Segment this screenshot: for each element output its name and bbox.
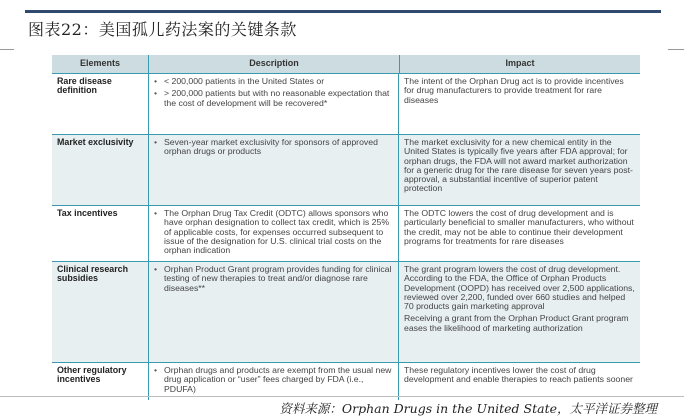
bullet-item: • < 200,000 patients in the United States or <box>154 76 325 86</box>
bullet-item: • Seven-year market exclusivity for sponsors of approved orphan drugs or products <box>154 137 378 157</box>
row-impact: The grant program lowers the cost of drug development. According to the FDA, the Office of Orphan Products Development (OOPD) has received over 2,500 applications, reviewed over 2,200, funded over 660 studies and helped 70 products gain marketing approval Receiving a grant from the Orphan Product Grant program eases the likelihood of marketing authorization <box>398 262 640 362</box>
table-row <box>52 363 640 400</box>
figure-title: 图表22：美国孤儿药法案的关键条款 <box>28 20 297 39</box>
header-description: Description <box>148 55 399 73</box>
table-row <box>52 74 640 135</box>
header-impact: Impact <box>399 55 640 73</box>
table-header <box>52 55 640 74</box>
title-rule-left <box>0 49 14 50</box>
row-element: Clinical research subsidies <box>57 264 129 284</box>
top-rule <box>25 10 661 13</box>
bullet-icon: • <box>154 137 158 147</box>
bullet-item: • > 200,000 patients but with no reasonable expectation that the cost of development will be recovered* <box>154 88 390 108</box>
row-impact: The ODTC lowers the cost of drug development and is particularly beneficial to smaller manufacturers, who without the credit, may not be able to continue their development programs for treatments for rare diseases <box>398 206 640 261</box>
row-impact: The market exclusivity for a new chemical entity in the United States is typically five years after FDA approval; for orphan drugs, the FDA will not award market authorization for a generic drug for the rare disease for seven years post-approval, a substantial incentive of superior patent protection <box>398 135 640 205</box>
row-description <box>148 74 398 134</box>
table-row <box>52 206 640 262</box>
row-impact: The intent of the Orphan Drug act is to provide incentives for drug manufacturers to provide treatment for rare diseases <box>398 74 640 134</box>
row-description <box>148 206 398 261</box>
row-description <box>148 262 398 362</box>
table-row <box>52 135 640 206</box>
bullet-item: • Orphan Product Grant program provides funding for clinical testing of new therapies to treat and/or diagnose rare diseases** <box>154 264 392 293</box>
row-element: Rare disease definition <box>57 76 112 96</box>
row-element: Other regulatory incentives <box>57 365 127 385</box>
row-impact: These regulatory incentives lower the cost of drug development and enable therapies to reach patients sooner <box>398 363 640 400</box>
row-description <box>148 135 398 205</box>
bullet-icon: • <box>154 88 158 99</box>
bullet-icon: • <box>154 76 158 86</box>
provisions-table <box>52 55 640 400</box>
bullet-icon: • <box>154 264 158 274</box>
table-row <box>52 262 640 363</box>
row-description <box>148 363 398 400</box>
bullet-icon: • <box>154 365 158 375</box>
header-elements: Elements <box>79 58 121 69</box>
row-element: Market exclusivity <box>57 137 134 147</box>
bullet-item: • The Orphan Drug Tax Credit (ODTC) allows sponsors who have orphan designation to collect tax credit, which is 25% of applicable costs, for expenses occurred subsequent to issue of the designation for U.S. clinical trial costs on the orphan indication <box>154 208 390 256</box>
title-rule-right <box>668 49 684 50</box>
bullet-icon: • <box>154 208 158 218</box>
source-caption: 资料来源：Orphan Drugs in the United State，太平洋证券整理 <box>279 401 657 416</box>
bottom-rule <box>0 396 684 397</box>
bullet-item: • Orphan drugs and products are exempt from the usual new drug application or “user” fees charged by FDA (i.e., PDUFA) <box>154 365 392 394</box>
row-element: Tax incentives <box>57 208 118 218</box>
